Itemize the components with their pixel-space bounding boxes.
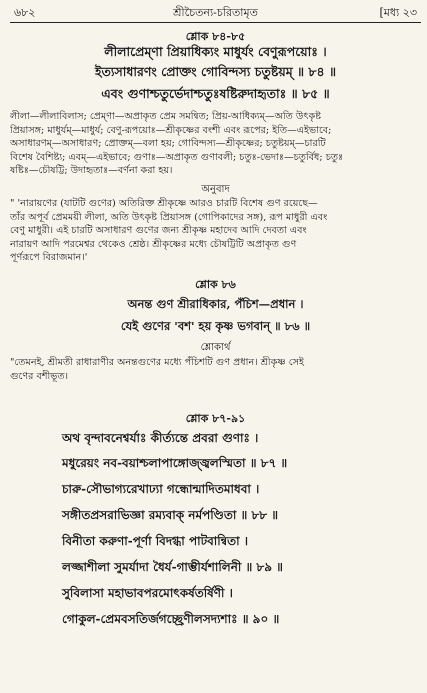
page-number: ৬৮২ — [14, 6, 36, 19]
synonyms-line: লীলা—লীলাবিলাস; প্রেম্ণা—অপ্রাকৃত প্রেম সমন্বিত; প্রিয়-আধিক্যম্—অতি উৎকৃষ্ট — [10, 111, 321, 122]
verse-heading-87-91: শ্লোক ৮৭-৯১ — [185, 412, 246, 425]
verse-heading-86: শ্লোক ৮৬ — [195, 278, 236, 291]
translation-paragraph — [10, 356, 421, 383]
verse-line: এবং গুণাশ্চতুর্ভেদাশ্চতুঃষষ্টিরুদাহৃতাঃ ॥ ৮৫ ॥ — [101, 86, 330, 101]
translation-line: বেণু মাধুরী। এই চারটি অসাধারণ গুণের জন্য শ্রীকৃষ্ণ মহাদেব আদি দেবতা এবং — [10, 225, 307, 237]
translation-line: " 'নারায়ণের (যাটটি গুণের) অতিরিক্ত শ্রীকৃষ্ণে আরও চারটি বিশেষ গুণ রয়েছে— — [10, 198, 318, 209]
verse-line: বিনীতা করুণা-পূর্ণা বিদগ্ধা পাটবান্বিতা । — [62, 534, 249, 548]
translation-label: অনুবাদ — [201, 184, 230, 195]
synonyms-line: অসাধারণম্—অসাধারণ; প্রোক্তম্—বলা হয়; গোবিন্দস্য—শ্রীকৃষ্ণের; চতুষ্টয়ম্—চারটি — [10, 138, 326, 150]
verse-line: অথ বৃন্দাবনেশ্বর্যাঃ কীর্ত্যন্তে প্রবরা গুণাঃ । — [62, 431, 259, 445]
translation-label: শ্লোকার্থ — [200, 342, 231, 353]
verse-line: যেই গুণের 'বশ' হয় কৃষ্ণ ভগবান্ ॥ ৮৬ ॥ — [120, 319, 311, 333]
verse-line: সুবিলাসা মহাভাবপরমোৎকর্ষতর্ষিণী । — [62, 586, 233, 600]
header-rule — [10, 22, 421, 23]
synonyms-line: বিশেষ বৈশিষ্ট্য; এবম্—এইভাবে; গুণাঃ—অপ্রাকৃত গুণাবলী; চতুঃ-ভেদাঃ—চতুর্বিধ; চতুঃ — [10, 151, 344, 163]
translation-line: পূর্ণরূপে বিরাজমান।' — [10, 252, 88, 264]
book-title: শ্রীচৈতন্য-চরিতামৃত — [173, 6, 258, 19]
translation-line: গুণের বশীভূত। — [10, 370, 69, 382]
translation-paragraph — [10, 197, 421, 265]
translation-line: "তেমনই, শ্রীমতী রাধারাণীর অনন্তগুণের মধ্যে পঁচিশটি গুণ প্রধান। শ্রীকৃষ্ণ সেই — [10, 357, 304, 368]
verse-line: মধুরেয়ং নব-বয়াশ্চলাপাঙ্গোজ্জ্বলস্মিতা ॥ ৮৭ ॥ — [62, 456, 288, 470]
verse-line: ইত্যসাধারণং প্রোক্তং গোবিন্দস্য চতুষ্টয়ম্ ॥ ৮৪ ॥ — [94, 64, 337, 79]
chapter-marker: [মধ্য ২৩ — [379, 6, 417, 19]
verse-line: লীলাপ্রেম্ণা প্রিয়াধিক্যং মাধুর্যং বেণুরূপয়োঃ । — [104, 44, 327, 59]
verse-line: গোকুল-প্রেমবসতির্জগচ্ছ্রেণীলসদ্যশাঃ ॥ ৯০ ॥ — [62, 612, 280, 626]
verse-line: চারু-সৌভাগ্যরেখাঢ্যা গন্ধোন্মাদিতমাধবা । — [62, 482, 260, 496]
translation-line: নারায়ণ আদি পরমেশ্বর থেকেও শ্রেষ্ঠ। শ্রীকৃষ্ণের মধ্যে চৌষট্টিটি অপ্রাকৃত গুণ — [10, 238, 297, 250]
page-header — [14, 4, 417, 22]
translation-line: তাঁর অপূর্ব প্রেমময়ী লীলা, অতি উৎকৃষ্ট প্রিয়াসঙ্গ (গোপিকাদের সঙ্গ), রূপ মাধুরী এবং — [10, 211, 328, 223]
verse-line: সঙ্গীতপ্রসরাভিজ্ঞা রম্যবাক্ নর্মপণ্ডিতা ॥ ৮৮ ॥ — [62, 508, 279, 522]
verse-line: লজ্জাশীলা সুমর্যাদা ধৈর্য-গাম্ভীর্যশালিনী ॥ ৮৯ ॥ — [62, 560, 283, 574]
synonyms-line: ষষ্টিঃ—চৌষট্টি; উদাহৃতাঃ—বর্ণনা করা হয়। — [10, 165, 173, 177]
verse-heading-84-85: শ্লোক ৮৪-৮৫ — [185, 30, 246, 43]
synonyms-paragraph — [10, 110, 421, 178]
synonyms-line: প্রিয়াসঙ্গ; মাধুর্যম্—মাধুর্য; বেণু-রূপয়োঃ—শ্রীকৃষ্ণের বংশী এবং রূপের; ইতি—এইভাবে; — [10, 124, 332, 136]
verse-line: অনন্ত গুণ শ্রীরাধিকার, পঁচিশ—প্রধান । — [127, 297, 304, 311]
